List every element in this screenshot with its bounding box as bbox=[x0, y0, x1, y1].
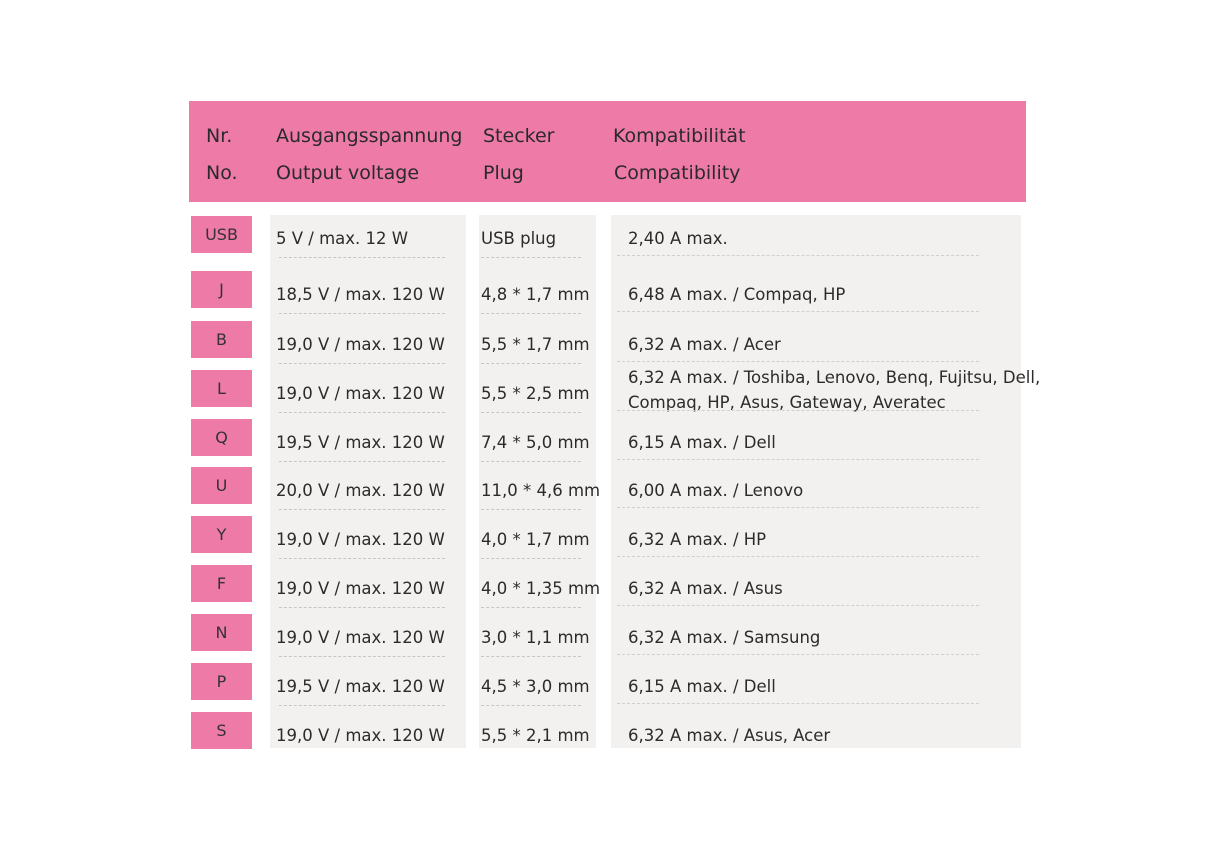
plug-size-cell: 5,5 * 2,1 mm bbox=[481, 726, 590, 745]
compatibility-cell: 6,32 A max. / Toshiba, Lenovo, Benq, Fujitsu, Dell, bbox=[628, 368, 1041, 387]
row-divider bbox=[617, 311, 979, 312]
row-divider bbox=[617, 459, 979, 460]
connector-code-badge: B bbox=[191, 321, 252, 358]
compatibility-cell: 2,40 A max. bbox=[628, 229, 728, 248]
output-voltage-cell: 18,5 V / max. 120 W bbox=[276, 285, 445, 304]
connector-code-badge: F bbox=[191, 565, 252, 602]
output-voltage-cell: 19,0 V / max. 120 W bbox=[276, 335, 445, 354]
row-divider bbox=[481, 412, 581, 413]
compatibility-cell: 6,32 A max. / HP bbox=[628, 530, 767, 549]
output-voltage-cell: 19,0 V / max. 120 W bbox=[276, 530, 445, 549]
header-compat-en: Compatibility bbox=[614, 162, 741, 184]
plug-size-cell: 11,0 * 4,6 mm bbox=[481, 481, 601, 500]
output-voltage-cell: 5 V / max. 12 W bbox=[276, 229, 409, 248]
output-voltage-cell: 20,0 V / max. 120 W bbox=[276, 481, 445, 500]
connector-code-badge: J bbox=[191, 271, 252, 308]
row-divider bbox=[279, 412, 445, 413]
output-voltage-cell: 19,0 V / max. 120 W bbox=[276, 628, 445, 647]
connector-code-badge: N bbox=[191, 614, 252, 651]
compatibility-cell: 6,15 A max. / Dell bbox=[628, 433, 776, 452]
connector-code-badge: L bbox=[191, 370, 252, 407]
plug-size-cell: 4,8 * 1,7 mm bbox=[481, 285, 590, 304]
row-divider bbox=[279, 509, 445, 510]
row-divider bbox=[481, 257, 581, 258]
output-voltage-cell: 19,5 V / max. 120 W bbox=[276, 677, 445, 696]
header-nr-en: No. bbox=[206, 162, 238, 184]
header-compat-de: Kompatibilität bbox=[613, 125, 746, 147]
connector-code-badge: USB bbox=[191, 216, 252, 253]
header-plug-de: Stecker bbox=[483, 125, 555, 147]
row-divider bbox=[481, 558, 581, 559]
output-voltage-cell: 19,0 V / max. 120 W bbox=[276, 384, 445, 403]
connector-code-badge: S bbox=[191, 712, 252, 749]
compatibility-cell: 6,00 A max. / Lenovo bbox=[628, 481, 804, 500]
row-divider bbox=[617, 556, 979, 557]
row-divider bbox=[617, 703, 979, 704]
row-divider bbox=[617, 361, 979, 362]
header-nr-de: Nr. bbox=[206, 125, 233, 147]
row-divider bbox=[279, 313, 445, 314]
compatibility-cell: 6,32 A max. / Samsung bbox=[628, 628, 821, 647]
row-divider bbox=[279, 257, 445, 258]
compatibility-cell: 6,48 A max. / Compaq, HP bbox=[628, 285, 846, 304]
row-divider bbox=[279, 656, 445, 657]
row-divider bbox=[279, 607, 445, 608]
plug-size-cell: 4,0 * 1,7 mm bbox=[481, 530, 590, 549]
plug-size-cell: 4,5 * 3,0 mm bbox=[481, 677, 590, 696]
output-voltage-cell: 19,0 V / max. 120 W bbox=[276, 726, 445, 745]
table-header bbox=[189, 101, 1026, 202]
row-divider bbox=[279, 558, 445, 559]
row-divider bbox=[279, 461, 445, 462]
connector-code-badge: Y bbox=[191, 516, 252, 553]
row-divider bbox=[617, 410, 979, 411]
row-divider bbox=[617, 654, 979, 655]
plug-size-cell: 5,5 * 2,5 mm bbox=[481, 384, 590, 403]
header-voltage-en: Output voltage bbox=[276, 162, 420, 184]
compatibility-cell-line2: Compaq, HP, Asus, Gateway, Averatec bbox=[628, 393, 946, 412]
row-divider bbox=[481, 705, 581, 706]
row-divider bbox=[617, 605, 979, 606]
header-plug-en: Plug bbox=[483, 162, 524, 184]
compatibility-cell: 6,32 A max. / Asus, Acer bbox=[628, 726, 831, 745]
connector-code-badge: Q bbox=[191, 419, 252, 456]
row-divider bbox=[481, 461, 581, 462]
row-divider bbox=[617, 255, 979, 256]
row-divider bbox=[481, 363, 581, 364]
row-divider bbox=[481, 656, 581, 657]
plug-size-cell: 5,5 * 1,7 mm bbox=[481, 335, 590, 354]
plug-size-cell: USB plug bbox=[481, 229, 557, 248]
row-divider bbox=[481, 607, 581, 608]
header-voltage-de: Ausgangsspannung bbox=[276, 125, 463, 147]
row-divider bbox=[481, 509, 581, 510]
connector-code-badge: P bbox=[191, 663, 252, 700]
output-voltage-cell: 19,0 V / max. 120 W bbox=[276, 579, 445, 598]
connector-code-badge: U bbox=[191, 467, 252, 504]
plug-size-cell: 3,0 * 1,1 mm bbox=[481, 628, 590, 647]
compatibility-cell: 6,32 A max. / Acer bbox=[628, 335, 781, 354]
row-divider bbox=[279, 705, 445, 706]
plug-size-cell: 4,0 * 1,35 mm bbox=[481, 579, 601, 598]
compatibility-cell: 6,32 A max. / Asus bbox=[628, 579, 783, 598]
output-voltage-cell: 19,5 V / max. 120 W bbox=[276, 433, 445, 452]
row-divider bbox=[617, 507, 979, 508]
row-divider bbox=[481, 313, 581, 314]
compatibility-cell: 6,15 A max. / Dell bbox=[628, 677, 776, 696]
row-divider bbox=[279, 363, 445, 364]
plug-size-cell: 7,4 * 5,0 mm bbox=[481, 433, 590, 452]
